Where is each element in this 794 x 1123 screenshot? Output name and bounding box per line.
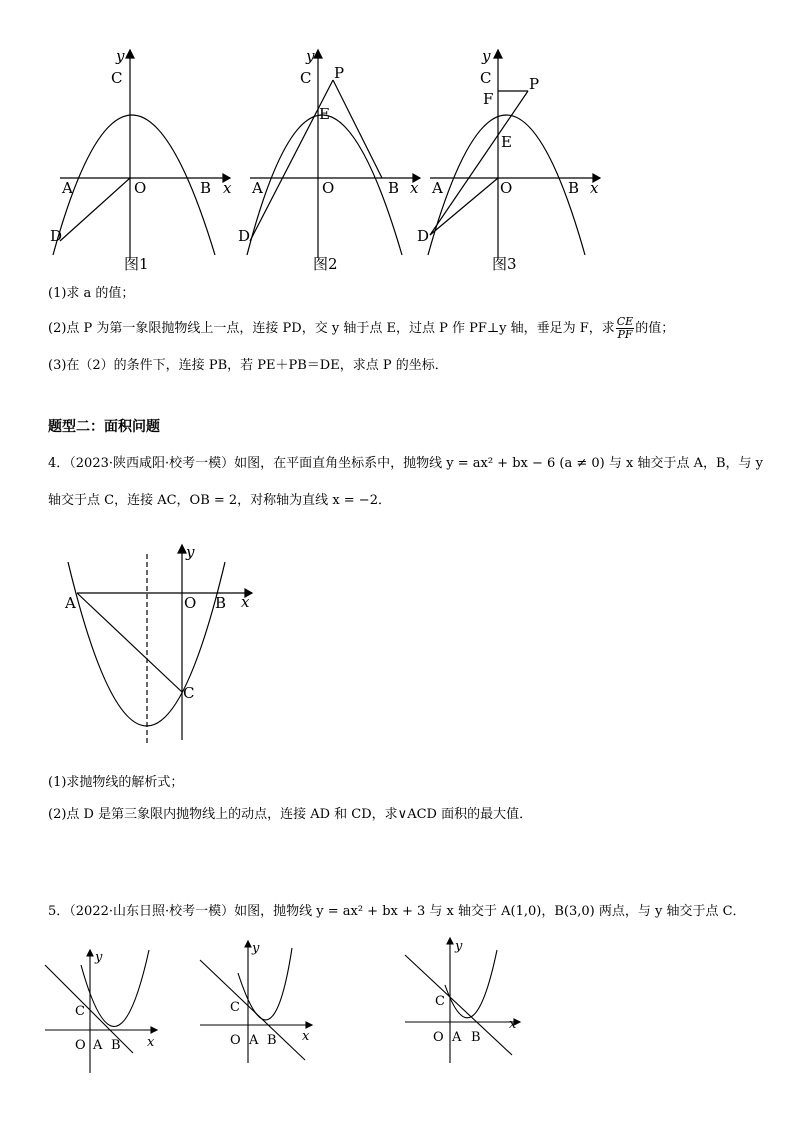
label-b: B xyxy=(267,1033,277,1048)
y-axis-arrow xyxy=(494,50,502,58)
q4-line1: 4．（2023·陕西咸阳·校考一模）如图，在平面直角坐标系中，抛物线 y = ax² + bx − 6 (a ≠ 0) 与 x 轴交于点 A，B，与 y xyxy=(48,456,764,471)
label-b: B xyxy=(215,594,227,612)
y-axis-arrow xyxy=(178,545,186,553)
q3-part1: (1)求 a 的值； xyxy=(48,286,135,301)
figure-3-caption: 图3 xyxy=(492,255,517,273)
label-o: O xyxy=(230,1033,241,1048)
label-a: A xyxy=(62,179,73,197)
label-y: y xyxy=(306,47,315,65)
segment-dp xyxy=(430,91,528,235)
label-e: E xyxy=(319,105,330,123)
label-x: x xyxy=(223,179,232,197)
section-title: 题型二：面积问题 xyxy=(48,419,160,435)
label-a: A xyxy=(252,179,263,197)
label-o: O xyxy=(322,179,335,197)
x-axis-arrow xyxy=(306,1022,312,1028)
label-x: x xyxy=(410,179,419,197)
q5-figure-3 xyxy=(405,935,525,1065)
q3-part2 xyxy=(48,316,674,341)
q3-part2-text-a: (2)点 P 为第一象限抛物线上一点，连接 PD，交 y 轴于点 E，过点 P 作 PF⊥y 轴，垂足为 F，求 xyxy=(48,321,615,336)
x-axis-arrow xyxy=(151,1027,157,1033)
label-p: P xyxy=(334,64,345,82)
y-axis-arrow xyxy=(447,938,453,944)
label-a: A xyxy=(249,1033,259,1048)
q3-part3: (3)在（2）的条件下，连接 PB，若 PE＋PB＝DE，求点 P 的坐标． xyxy=(48,358,448,373)
y-axis-arrow xyxy=(126,50,134,58)
label-b: B xyxy=(568,179,580,197)
label-b: B xyxy=(111,1038,121,1053)
q4-figure xyxy=(55,540,270,755)
label-b: B xyxy=(471,1030,481,1045)
label-a: A xyxy=(65,594,76,612)
label-x: x xyxy=(147,1035,155,1050)
figure-2-caption: 图2 xyxy=(313,255,338,273)
figure-3 xyxy=(410,45,610,260)
label-x: x xyxy=(302,1029,310,1044)
label-c: C xyxy=(300,69,312,87)
y-axis-arrow xyxy=(245,941,251,947)
label-d: D xyxy=(238,227,251,245)
q5-figure-1 xyxy=(45,945,165,1075)
fraction-ce-pf xyxy=(616,316,634,341)
parabola xyxy=(81,950,149,1026)
label-c: C xyxy=(480,69,492,87)
figure-2 xyxy=(230,45,430,260)
label-d: D xyxy=(417,227,430,245)
label-c: C xyxy=(111,69,123,87)
label-o: O xyxy=(433,1030,444,1045)
y-axis-arrow xyxy=(314,50,322,58)
label-x: x xyxy=(509,1017,517,1032)
label-o: O xyxy=(184,594,197,612)
q4-part2: (2)点 D 是第三象限内抛物线上的动点，连接 AD 和 CD，求∨ACD 面积的最大值． xyxy=(48,807,533,822)
fraction-denominator: PF xyxy=(617,328,633,341)
parabola xyxy=(445,950,497,1018)
label-f: F xyxy=(483,90,494,108)
q3-part2-text-b: 的值； xyxy=(635,321,675,336)
segment-pb xyxy=(333,80,382,178)
label-d: D xyxy=(50,227,63,245)
label-y: y xyxy=(482,47,491,65)
label-b: B xyxy=(200,179,212,197)
label-c: C xyxy=(75,1004,85,1019)
fraction-numerator: CE xyxy=(616,315,634,328)
label-c: C xyxy=(230,1000,240,1015)
q4-part1: (1)求抛物线的解析式； xyxy=(48,775,184,790)
label-o: O xyxy=(134,179,147,197)
label-o: O xyxy=(75,1038,86,1053)
label-y: y xyxy=(252,941,260,956)
figure-1 xyxy=(40,45,240,260)
parabola xyxy=(238,948,292,1020)
q4-line2: 轴交于点 C，连接 AC，OB = 2，对称轴为直线 x = −2． xyxy=(48,493,391,508)
label-e: E xyxy=(501,133,512,151)
label-c: C xyxy=(183,684,195,702)
label-p: P xyxy=(529,75,540,93)
label-a: A xyxy=(432,179,443,197)
label-y: y xyxy=(186,543,195,561)
figure-1-caption: 图1 xyxy=(124,255,149,273)
label-y: y xyxy=(116,47,125,65)
label-y: y xyxy=(95,950,103,965)
label-b: B xyxy=(388,179,400,197)
label-x: x xyxy=(241,593,250,611)
label-o: O xyxy=(500,179,513,197)
segment-ac xyxy=(77,593,182,692)
label-x: x xyxy=(590,179,599,197)
y-axis-arrow xyxy=(87,950,93,956)
label-y: y xyxy=(455,939,463,954)
label-a: A xyxy=(93,1038,103,1053)
q5-line1: 5．（2022·山东日照·校考一模）如图，抛物线 y = ax² + bx + 3 与 x 轴交于 A(1,0)，B(3,0) 两点，与 y 轴交于点 C． xyxy=(48,904,746,919)
q5-figure-2 xyxy=(200,938,320,1068)
label-c: C xyxy=(435,994,445,1009)
label-a: A xyxy=(452,1030,462,1045)
